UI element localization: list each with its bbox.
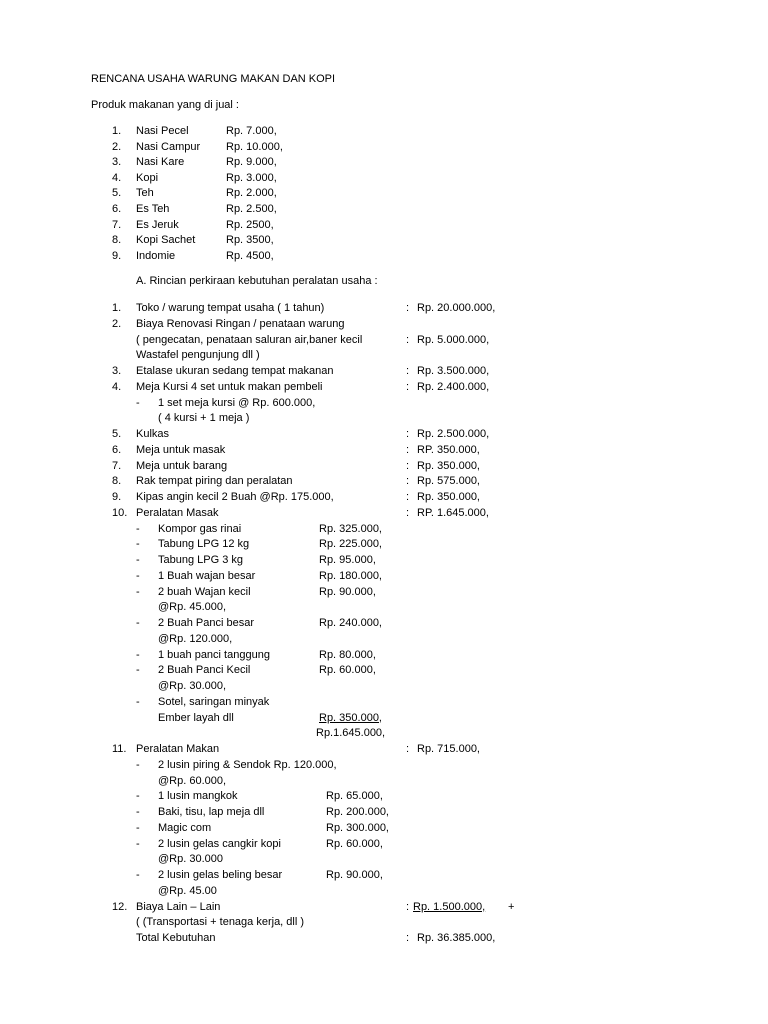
sub-item-dash: - <box>136 538 140 551</box>
item-amount: Rp. 20.000.000, <box>417 302 496 314</box>
sub-item-text: 1 Buah wajan besar <box>158 569 256 582</box>
sub-item-price: Rp. 240.000, <box>319 617 382 629</box>
item-colon: : <box>406 302 410 314</box>
item-colon: : <box>406 932 410 944</box>
plus-sign: + <box>508 900 515 913</box>
total-amount: Rp. 36.385.000, <box>417 932 496 944</box>
item-amount: Rp. 5.000.000, <box>417 333 490 346</box>
sub-item-dash: - <box>136 695 140 708</box>
product-name: Nasi Campur <box>136 140 201 153</box>
sub-item-text: 2 lusin piring & Sendok Rp. 120.000, <box>158 758 337 771</box>
item-description: Toko / warung tempat usaha ( 1 tahun) <box>136 302 325 314</box>
sub-item-price: Rp. 350.000, <box>319 711 382 724</box>
product-name: Indomie <box>136 249 176 262</box>
item-colon: : <box>406 491 410 503</box>
sub-item-text: Ember layah dll <box>158 711 234 724</box>
sub-item-text: @Rp. 60.000, <box>158 774 227 787</box>
sub-item-price: Rp. 180.000, <box>319 569 382 582</box>
sub-item-dash: - <box>136 869 140 881</box>
product-number: 1. <box>112 125 122 137</box>
sub-item-text: Sotel, saringan minyak <box>158 695 270 708</box>
sub-item-text: Magic com <box>158 821 212 834</box>
item-description: Meja untuk barang <box>136 459 228 472</box>
item-colon: : <box>406 333 410 346</box>
item-description: Wastafel pengunjung dll ) <box>136 349 260 362</box>
sub-item-text: 2 buah Wajan kecil <box>158 585 251 598</box>
item-number: 12. <box>112 900 128 913</box>
sub-item-price: Rp. 200.000, <box>326 806 389 818</box>
product-number: 9. <box>112 249 122 262</box>
item-number: 3. <box>112 365 122 377</box>
sub-item-text: @Rp. 30.000, <box>158 680 227 692</box>
item-amount: Rp. 1.500.000, <box>413 900 486 913</box>
item-colon: : <box>406 428 410 440</box>
sub-item-text: 2 lusin gelas beling besar <box>158 869 283 881</box>
sub-item-text: 1 set meja kursi @ Rp. 600.000, <box>158 396 316 409</box>
item-description: Kipas angin kecil 2 Buah @Rp. 175.000, <box>136 491 334 503</box>
item-colon: : <box>406 443 410 456</box>
item-colon: : <box>406 475 410 488</box>
sub-item-text: 1 lusin mangkok <box>158 790 238 803</box>
item-amount: Rp. 350.000, <box>417 459 480 472</box>
sub-item-dash: - <box>136 648 140 661</box>
item-number: 5. <box>112 428 122 440</box>
sub-item-dash: - <box>136 554 140 566</box>
sub-item-price: Rp. 65.000, <box>326 790 383 803</box>
products-heading: Produk makanan yang di jual : <box>91 99 239 111</box>
product-price: Rp. 10.000, <box>226 140 283 153</box>
product-name: Kopi Sachet <box>136 234 196 247</box>
product-price: Rp. 2.000, <box>226 187 277 200</box>
item-description: Peralatan Masak <box>136 506 219 519</box>
sub-item-dash: - <box>136 522 140 535</box>
item-description: Rak tempat piring dan peralatan <box>136 475 293 488</box>
section-a-heading: A. Rincian perkiraan kebutuhan peralatan usaha : <box>136 275 378 287</box>
product-price: Rp. 4500, <box>226 249 274 262</box>
item-amount: RP. 350.000, <box>417 443 480 456</box>
sub-item-text: @Rp. 120.000, <box>158 632 233 645</box>
product-number: 3. <box>112 156 122 169</box>
item-description: Biaya Lain – Lain <box>136 900 221 913</box>
sub-item-text: @Rp. 45.00 <box>158 884 217 897</box>
item-description: Biaya Renovasi Ringan / penataan warung <box>136 317 345 330</box>
item-description: Meja Kursi 4 set untuk makan pembeli <box>136 380 323 393</box>
product-number: 2. <box>112 140 122 153</box>
sub-item-text: Baki, tisu, lap meja dll <box>158 806 265 818</box>
item-amount: Rp. 3.500.000, <box>417 365 490 377</box>
sub-item-text: Tabung LPG 3 kg <box>158 554 244 566</box>
sub-item-text: Kompor gas rinai <box>158 522 242 535</box>
item-description: Peralatan Makan <box>136 743 220 755</box>
sub-item-dash: - <box>136 585 140 598</box>
product-name: Nasi Kare <box>136 156 185 169</box>
item-colon: : <box>406 900 410 913</box>
item-amount: Rp. 350.000, <box>417 491 480 503</box>
item-description: Kulkas <box>136 428 170 440</box>
sub-item-text: @Rp. 30.000 <box>158 853 223 866</box>
sub-item-price: Rp. 325.000, <box>319 522 382 535</box>
item-colon: : <box>406 459 410 472</box>
product-number: 5. <box>112 187 122 200</box>
sub-item-dash: - <box>136 806 140 818</box>
document-title: RENCANA USAHA WARUNG MAKAN DAN KOPI <box>91 73 336 85</box>
sub-item-dash: - <box>136 821 140 834</box>
product-price: Rp. 3500, <box>226 234 274 247</box>
sub-item-price: Rp. 225.000, <box>319 538 382 551</box>
item-number: 1. <box>112 302 122 314</box>
item-number: 10. <box>112 506 128 519</box>
sub-item-text: ( 4 kursi + 1 meja ) <box>158 412 250 425</box>
product-name: Kopi <box>136 171 159 184</box>
item-number: 6. <box>112 443 122 456</box>
product-price: Rp. 2500, <box>226 218 274 231</box>
item-colon: : <box>406 380 410 393</box>
product-name: Es Jeruk <box>136 218 179 231</box>
item-number: 7. <box>112 459 122 472</box>
item-number: 11. <box>112 743 127 755</box>
sub-item-dash: - <box>136 837 140 850</box>
sub-item-dash: - <box>136 790 140 803</box>
product-price: Rp. 9.000, <box>226 156 277 169</box>
product-number: 8. <box>112 234 122 247</box>
item-description: Etalase ukuran sedang tempat makanan <box>136 365 334 377</box>
product-price: Rp. 3.000, <box>226 171 277 184</box>
item-number: 8. <box>112 475 122 488</box>
sub-item-text: @Rp. 45.000, <box>158 601 227 614</box>
product-name: Nasi Pecel <box>136 125 189 137</box>
item-colon: : <box>406 365 410 377</box>
sub-item-text: 2 Buah Panci Kecil <box>158 664 251 677</box>
product-price: Rp. 2.500, <box>226 203 277 215</box>
item-colon: : <box>406 743 410 755</box>
sub-item-price: Rp. 95.000, <box>319 554 376 566</box>
sub-item-text: 2 lusin gelas cangkir kopi <box>158 837 281 850</box>
sub-item-text: 2 Buah Panci besar <box>158 617 255 629</box>
item-colon: : <box>406 506 410 519</box>
item-amount: RP. 1.645.000, <box>417 506 489 519</box>
sub-item-price: Rp. 90.000, <box>319 585 376 598</box>
product-number: 4. <box>112 171 122 184</box>
item-description: ( pengecatan, penataan saluran air,baner kecil <box>136 333 363 346</box>
item-amount: Rp. 2.400.000, <box>417 380 490 393</box>
product-number: 6. <box>112 203 122 215</box>
sub-item-dash: - <box>136 569 140 582</box>
sub-item-price: Rp. 300.000, <box>326 821 389 834</box>
item-number: 2. <box>112 317 122 330</box>
item-amount: Rp. 575.000, <box>417 475 480 488</box>
product-price: Rp. 7.000, <box>226 125 277 137</box>
product-name: Es Teh <box>136 203 170 215</box>
item-amount: Rp. 2.500.000, <box>417 428 490 440</box>
item-description: Meja untuk masak <box>136 443 226 456</box>
sub-item-price: Rp. 90.000, <box>326 869 383 881</box>
sub-item-dash: - <box>136 617 140 629</box>
sub-item-text: Tabung LPG 12 kg <box>158 538 250 551</box>
item-amount: Rp. 715.000, <box>417 743 480 755</box>
sub-item-price: Rp. 80.000, <box>319 648 376 661</box>
sub-item-dash: - <box>136 396 140 409</box>
sub-item-dash: - <box>136 758 140 771</box>
sub-item-dash: - <box>136 664 140 677</box>
item-description: ( (Transportasi + tenaga kerja, dll ) <box>136 916 305 929</box>
product-number: 7. <box>112 218 122 231</box>
sub-item-price: Rp. 60.000, <box>319 664 376 677</box>
item-number: 4. <box>112 380 122 393</box>
total-label: Total Kebutuhan <box>136 932 216 944</box>
sub-item-text: 1 buah panci tanggung <box>158 648 270 661</box>
item-number: 9. <box>112 491 122 503</box>
product-name: Teh <box>136 187 154 200</box>
cooking-equipment-subtotal: Rp.1.645.000, <box>316 727 386 740</box>
sub-item-price: Rp. 60.000, <box>326 837 383 850</box>
